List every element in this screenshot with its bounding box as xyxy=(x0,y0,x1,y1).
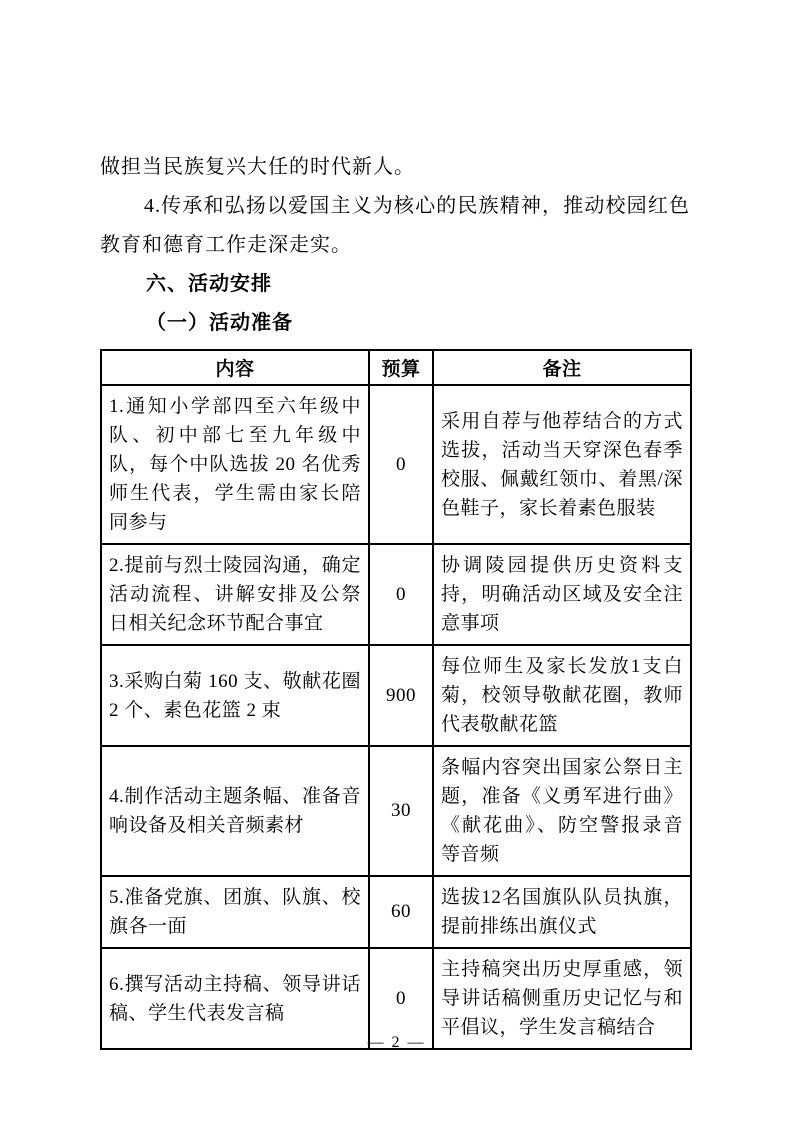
table-row xyxy=(101,544,691,645)
page-number: — 2 — xyxy=(367,1034,426,1051)
table-header-budget: 预算 xyxy=(369,350,433,385)
table-header-note: 备注 xyxy=(433,350,691,385)
budget-cell: 0 xyxy=(369,385,433,544)
table-header-content: 内容 xyxy=(101,350,369,385)
section-heading: 六、活动安排 xyxy=(146,273,272,295)
budget-cell: 0 xyxy=(369,544,433,645)
body-paragraph-1: 做担当民族复兴大任的时代新人。 xyxy=(100,156,415,178)
budget-cell: 30 xyxy=(369,746,433,876)
content-cell: 4.制作活动主题条幅、准备音响设备及相关音频素材 xyxy=(101,746,369,876)
note-cell: 采用自荐与他荐结合的方式选拔，活动当天穿深色春季校服、佩戴红领巾、着黑/深色鞋子，家长着素色服装 xyxy=(433,385,691,544)
note-cell: 主持稿突出历史厚重感，领导讲话稿侧重历史记忆与和平倡议，学生发言稿结合 xyxy=(433,948,691,1049)
budget-cell: 0 xyxy=(369,948,433,1049)
note-cell: 选拔12名国旗队队员执旗，提前排练出旗仪式 xyxy=(433,876,691,948)
content-cell: 2.提前与烈士陵园沟通，确定活动流程、讲解安排及公祭日相关纪念环节配合事宜 xyxy=(101,544,369,645)
body-paragraph-2: 4.传承和弘扬以爱国主义为核心的民族精神，推动校园红色教育和德育工作走深走实。 xyxy=(100,195,690,256)
subsection-heading: （一）活动准备 xyxy=(146,312,293,334)
note-cell: 协调陵园提供历史资料支持，明确活动区域及安全注意事项 xyxy=(433,544,691,645)
note-cell: 每位师生及家长发放1支白菊，校领导敬献花圈，教师代表敬献花篮 xyxy=(433,645,691,746)
content-cell: 1.通知小学部四至六年级中队、初中部七至九年级中队，每个中队选拔 20 名优秀师生代表，学生需由家长陪同参与 xyxy=(101,385,369,544)
note-cell: 条幅内容突出国家公祭日主题，准备《义勇军进行曲》《献花曲》、防空警报录音等音频 xyxy=(433,746,691,876)
content-cell: 6.撰写活动主持稿、领导讲话稿、学生代表发言稿 xyxy=(101,948,369,1049)
activity-preparation-table xyxy=(100,349,692,1050)
table-row xyxy=(101,746,691,876)
table-row xyxy=(101,645,691,746)
budget-cell: 900 xyxy=(369,645,433,746)
content-cell: 3.采购白菊 160 支、敬献花圈 2 个、素色花篮 2 束 xyxy=(101,645,369,746)
budget-cell: 60 xyxy=(369,876,433,948)
content-cell: 5.准备党旗、团旗、队旗、校旗各一面 xyxy=(101,876,369,948)
table-row xyxy=(101,876,691,948)
table-row xyxy=(101,385,691,544)
table-header-row xyxy=(101,350,691,385)
